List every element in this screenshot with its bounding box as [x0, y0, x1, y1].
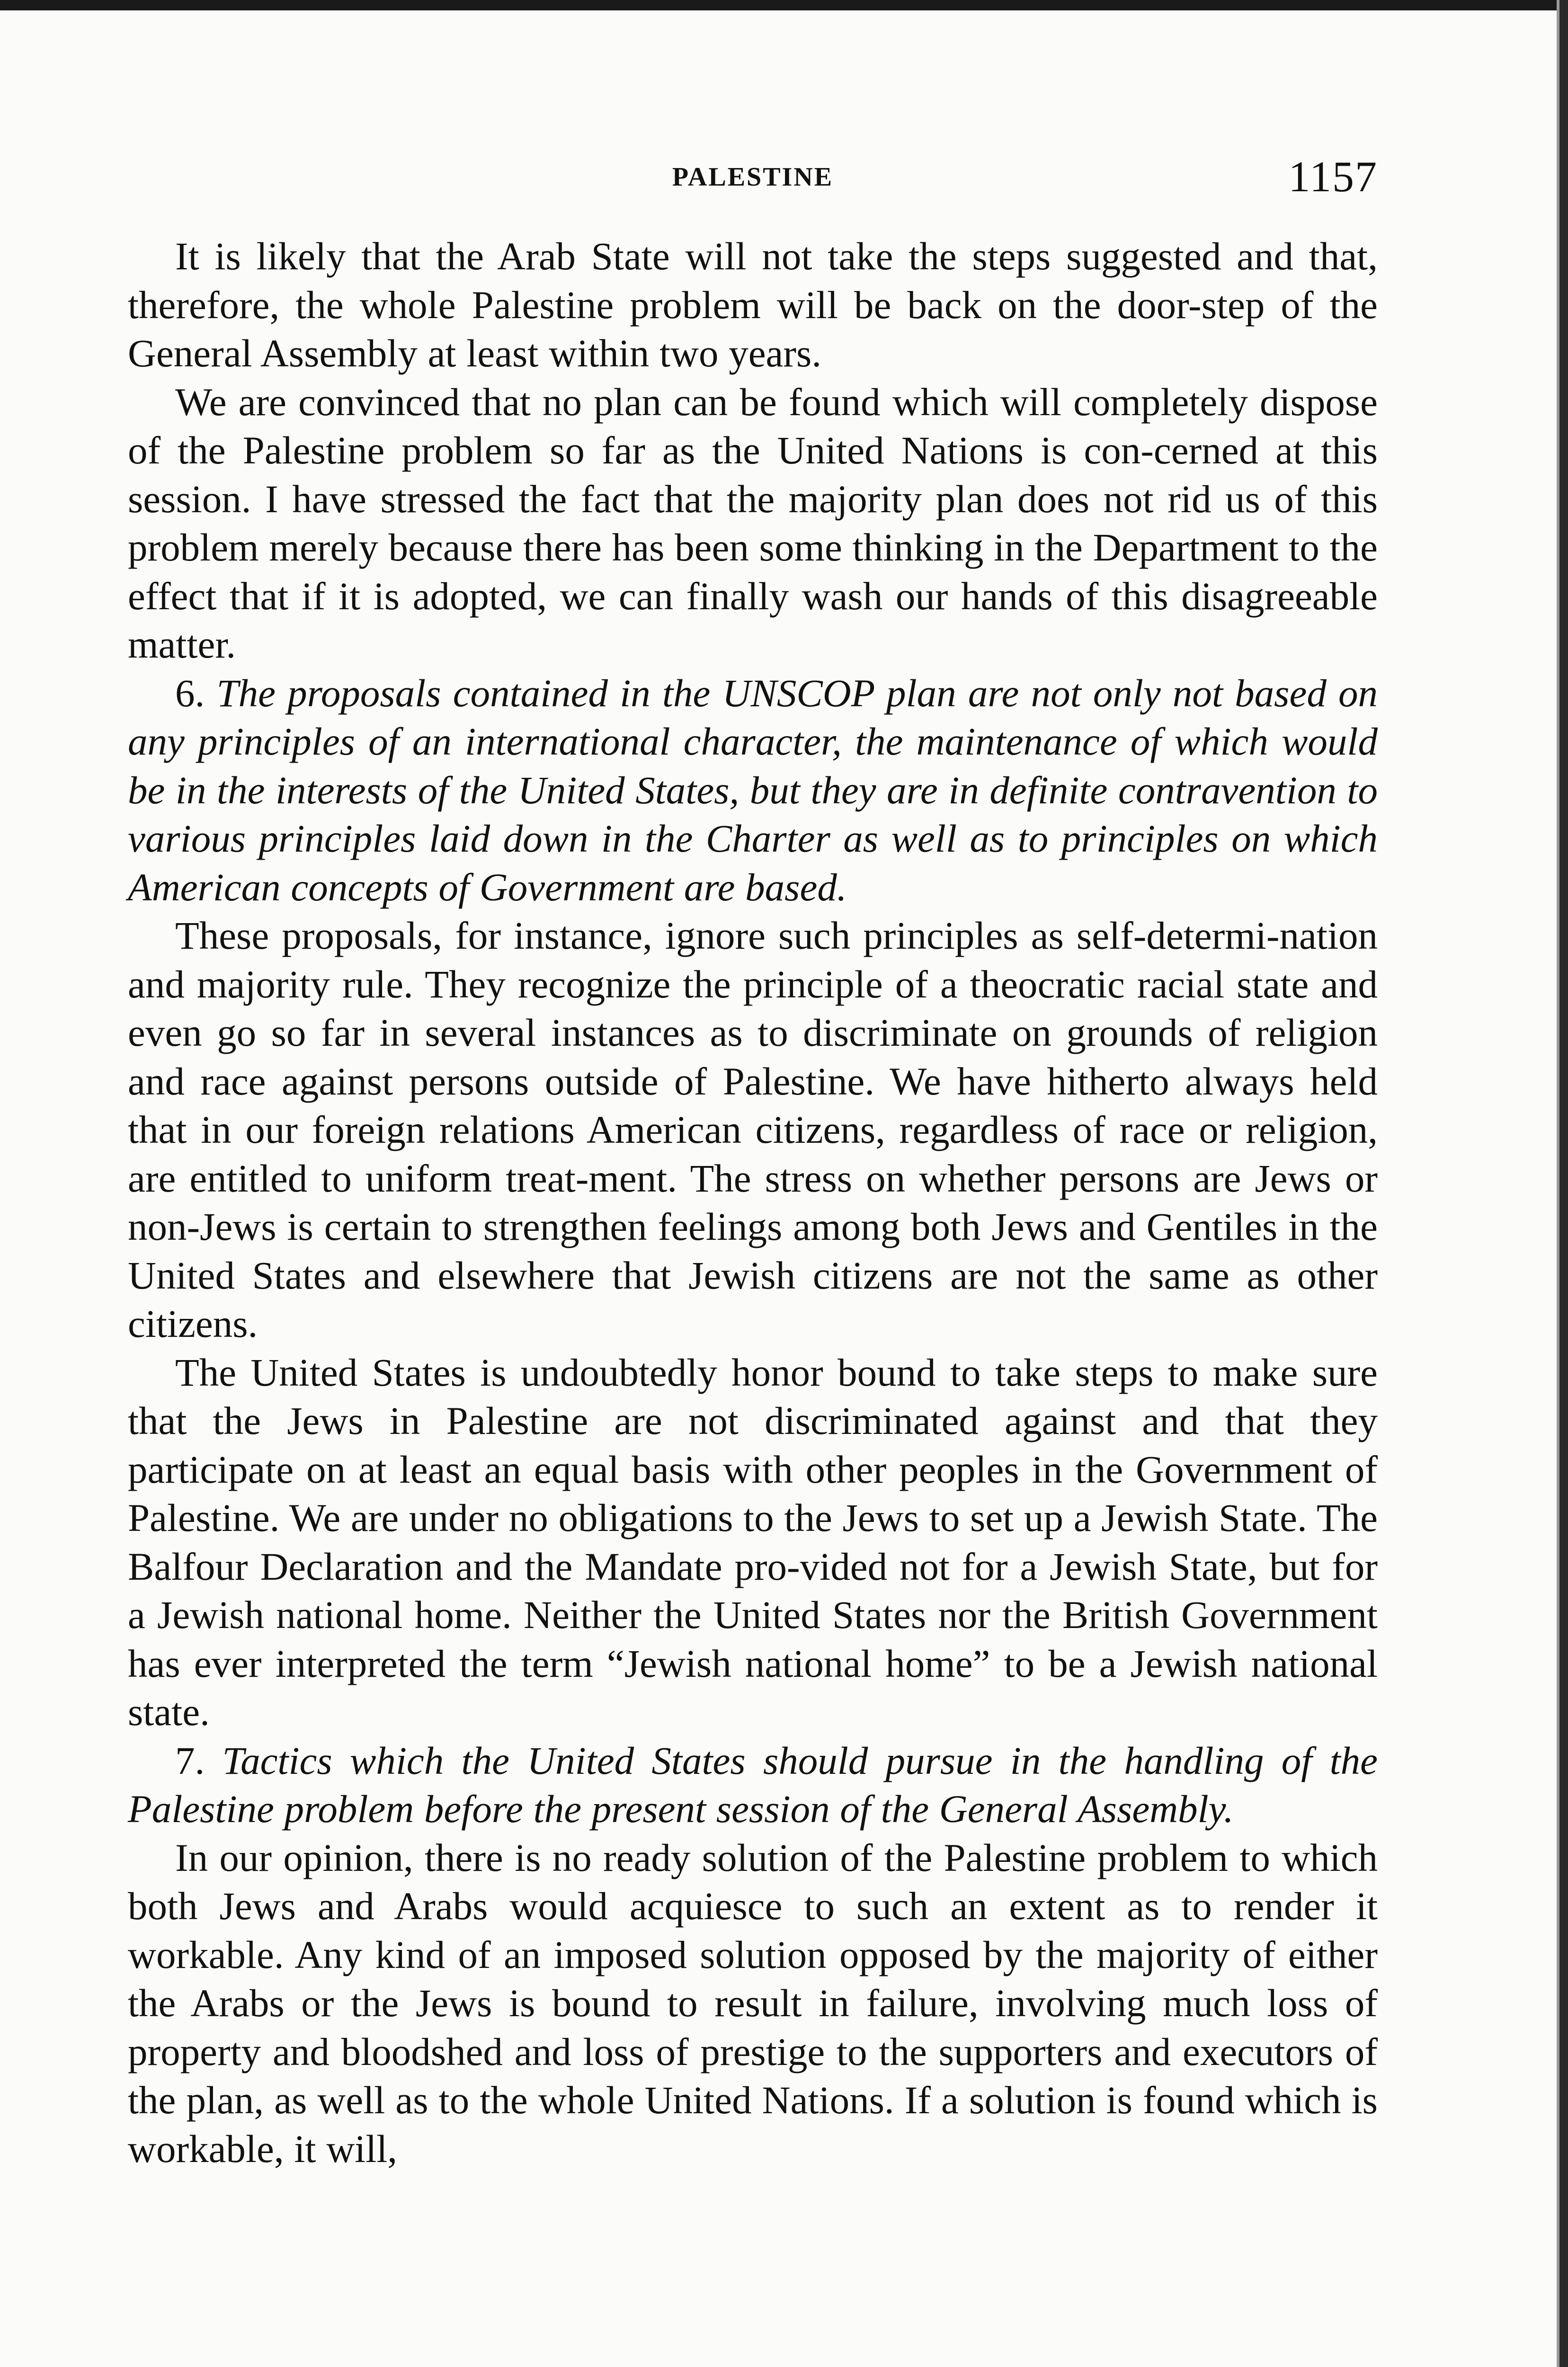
paragraph-4: The United States is undoubtedly honor bound to take steps to make sure that the Jews in Palestine are not discriminated against and that they participate on at least an equal basis with other peoples in the Government of Palestine. We are under no obligations to the Jews to set up a Jewish State. The Balfour Declaration and the Mandate pro-vided not for a Jewish State, but for a Jewish national home. Neither the United States nor the British Government has ever interpreted the term “Jewish national home” to be a Jewish national state. [128, 1350, 1378, 1734]
paragraph-1: It is likely that the Arab State will not take the steps suggested and that, therefore, the whole Palestine problem will be back on the door-step of the General Assembly at least within two years. [128, 234, 1378, 375]
running-head: PALESTINE [672, 162, 834, 192]
paragraph-5: In our opinion, there is no ready solution of the Palestine problem to which both Jews and Arabs would acquiesce to such an extent as to render it workable. Any kind of an imposed solution opposed by the majority of either the Arabs or the Jews is bound to result in failure, involving much loss of property and bloodshed and loss of prestige to the supporters and executors of the plan, as well as to the whole United Nations. If a solution is found which is workable, it will, [128, 1835, 1378, 2171]
paragraph-3: These proposals, for instance, ignore such principles as self-determi-nation and majority rule. They recognize the principle of a theocratic racial state and even go so far in several instances as to discriminate on grounds of religion and race against persons outside of Palestine. We have hitherto always held that in our foreign relations American citizens, regardless of race or religion, are entitled to uniform treat-ment. The stress on whether persons are Jews or non-Jews is certain to strengthen feelings among both Jews and Gentiles in the United States and elsewhere that Jewish citizens are not the same as other citizens. [128, 914, 1378, 1345]
scan-top-border [0, 0, 1568, 10]
section-heading-6 [128, 669, 1378, 912]
paragraph-2: We are convinced that no plan can be found which will completely dispose of the Palestine problem so far as the United Nations is con-cerned at this session. I have stressed the fact that the majority plan does not rid us of this problem merely because there has been some thinking in the Department to the effect that if it is adopted, we can finally wash our hands of this disagreeable matter. [128, 380, 1378, 666]
section-heading-7 [128, 1736, 1378, 1833]
section-heading-6-text: The proposals contained in the UNSCOP plan are not only not based on any principles of an international character, the maintenance of which would be in the interests of the United States, but they are in definite contravention to various principles laid down in the Charter as well as to principles on which American concepts of Government are based. [128, 671, 1378, 909]
section-heading-7-text: Tactics which the United States should pursue in the handling of the Palestine problem before the present session of the General Assembly. [128, 1738, 1378, 1831]
page-header [128, 151, 1378, 208]
body-text [128, 232, 1378, 2173]
section-number-6: 6. [175, 671, 205, 715]
section-number-7: 7. [175, 1738, 205, 1782]
scan-right-border [1559, 0, 1568, 2367]
page-number: 1157 [1288, 152, 1378, 201]
